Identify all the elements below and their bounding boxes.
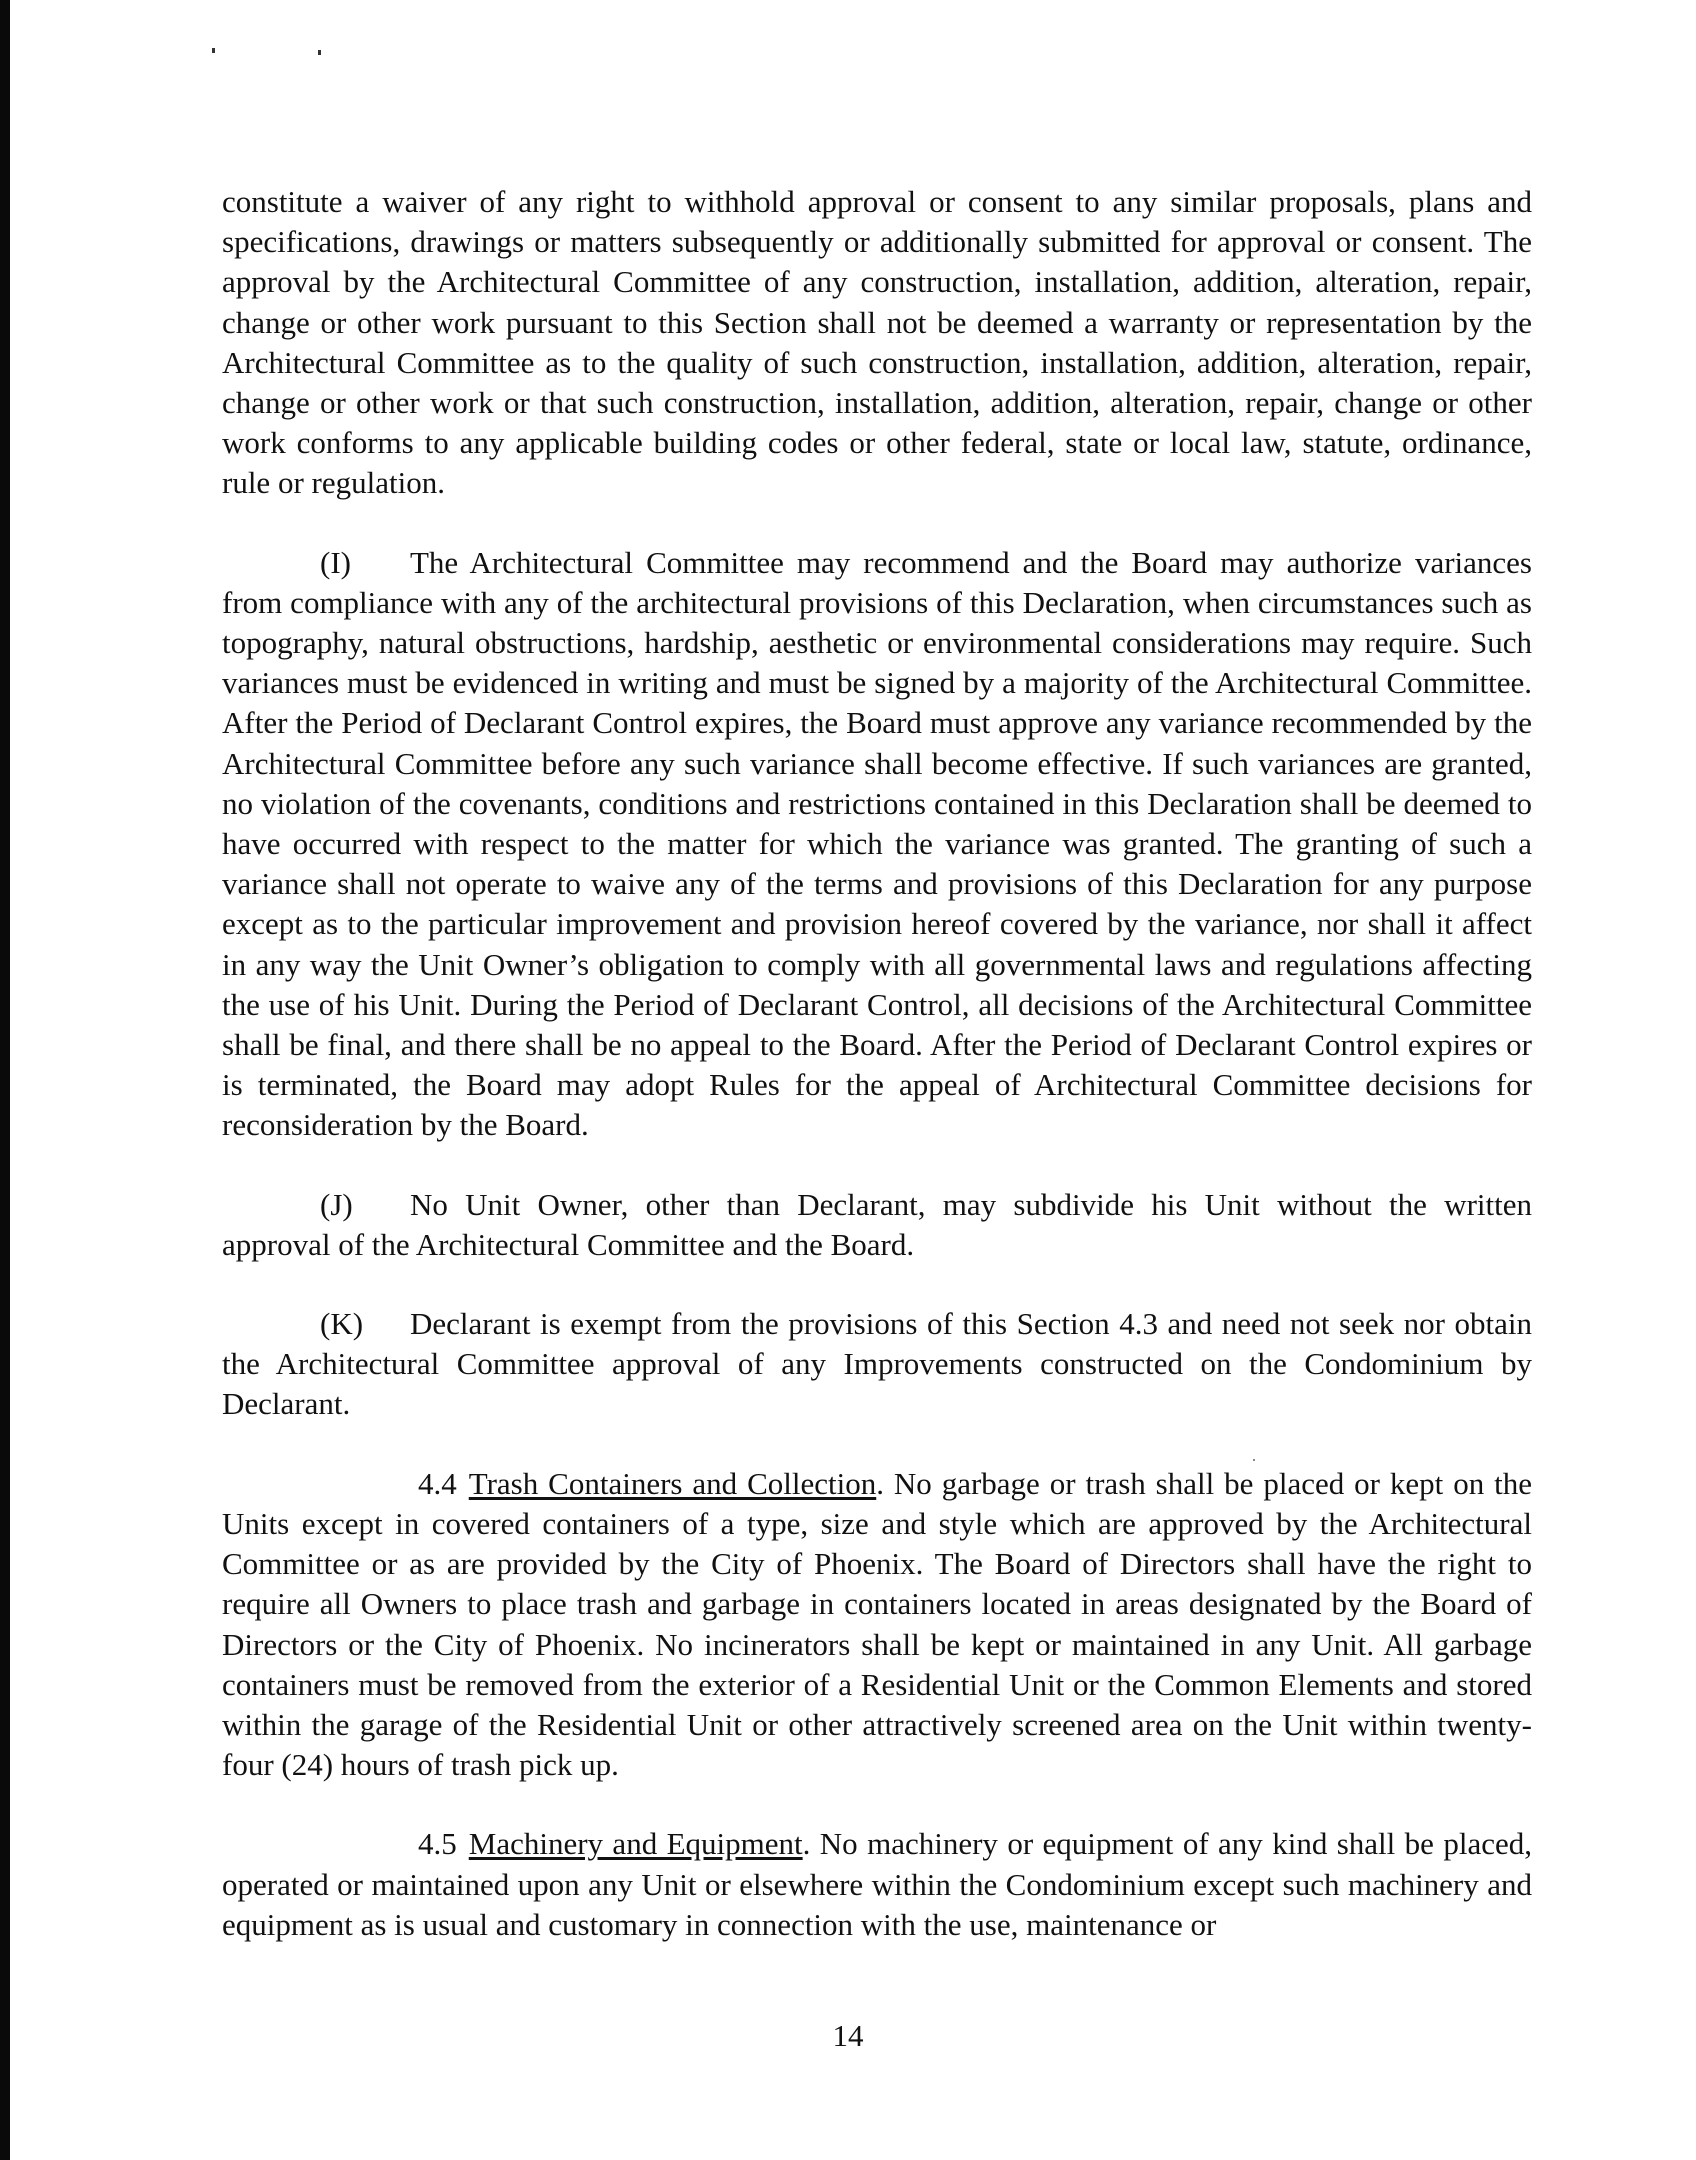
scan-speck xyxy=(318,50,321,55)
paragraph-k-text: Declarant is exempt from the provisions of this Section 4.3 and need not seek nor obtain the Architectural Committee approval of any Improvements constructed on the Condominium by Declarant. xyxy=(222,1306,1532,1422)
section-4-5 xyxy=(222,1824,1532,1945)
section-text: . No machinery or equipment of any kind shall be placed, operated or maintained upon any Unit or elsewhere within the Condominium except such machinery and equipment as is usual and customary in connection with the use, maintenance or xyxy=(222,1826,1532,1942)
section-4-4 xyxy=(222,1464,1532,1786)
scan-speck xyxy=(212,48,215,53)
section-text: . No garbage or trash shall be placed or kept on the Units except in covered containers of a type, size and style which are approved by the Architectural Committee or as are provided by the City of Phoenix. The Board of Directors shall have the right to require all Owners to place trash and garbage in containers located in areas designated by the Board of Directors or the City of Phoenix. No incinerators shall be kept or maintained in any Unit. All garbage containers must be removed from the exterior of a Residential Unit or the Common Elements and stored within the garage of the Residential Unit or other attractively screened area on the Unit within twenty-four (24) hours of trash pick up. xyxy=(222,1465,1532,1783)
paragraph-i-text: The Architectural Committee may recommend and the Board may authorize variances from compliance with any of the architectural provisions of this Declaration, when circumstances such as topography, natural obstructions, hardship, aesthetic or environmental considerations may require. Such variances must be evidenced in writing and must be signed by a majority of the Architectural Committee. After the Period of Declarant Control expires, the Board must approve any variance recommended by the Architectural Committee before any such variance shall become effective. If such variances are granted, no violation of the covenants, conditions and restrictions contained in this Declaration shall be deemed to have occurred with respect to the matter for which the variance was granted. The granting of such a variance shall not operate to waive any of the terms and provisions of this Declaration for any purpose except as to the particular improvement and provision hereof covered by the variance, nor shall it affect in any way the Unit Owner’s obligation to comply with all governmental laws and regulations affecting the use of his Unit. During the Period of Declarant Control, all decisions of the Architectural Committee shall be final, and there shall be no appeal to the Board. After the Period of Declarant Control expires or is terminated, the Board may adopt Rules for the appeal of Architectural Committee decisions for reconsideration by the Board. xyxy=(222,544,1532,1143)
paragraph-j xyxy=(222,1185,1532,1265)
section-number: 4.4 xyxy=(418,1465,457,1501)
section-title: Machinery and Equipment xyxy=(468,1826,803,1862)
document-body xyxy=(222,182,1532,1984)
section-number: 4.5 xyxy=(418,1826,457,1862)
paragraph-k xyxy=(222,1304,1532,1425)
paragraph-continued: constitute a waiver of any right to withhold approval or consent to any similar proposals, plans and specifications, drawings or matters subsequently or additionally submitted for approval or consent. The approval by the Architectural Committee of any construction, installation, addition, alteration, repair, change or other work pursuant to this Section shall not be deemed a warranty or representation by the Architectural Committee as to the quality of such construction, installation, addition, alteration, repair, change or other work or that such construction, installation, addition, alteration, repair, change or other work conforms to any applicable building codes or other federal, state or local law, statute, ordinance, rule or regulation. xyxy=(222,184,1532,501)
section-title: Trash Containers and Collection xyxy=(468,1465,877,1501)
paragraph-j-text: No Unit Owner, other than Declarant, may subdivide his Unit without the written approval of the Architectural Committee and the Board. xyxy=(222,1186,1532,1262)
item-marker-j: (J) xyxy=(320,1186,353,1222)
scan-edge-shadow xyxy=(0,0,10,2160)
paragraph-i xyxy=(222,543,1532,1146)
page-number: 14 xyxy=(832,2018,864,2053)
item-marker-i: (I) xyxy=(320,544,351,580)
item-marker-k: (K) xyxy=(320,1306,364,1342)
